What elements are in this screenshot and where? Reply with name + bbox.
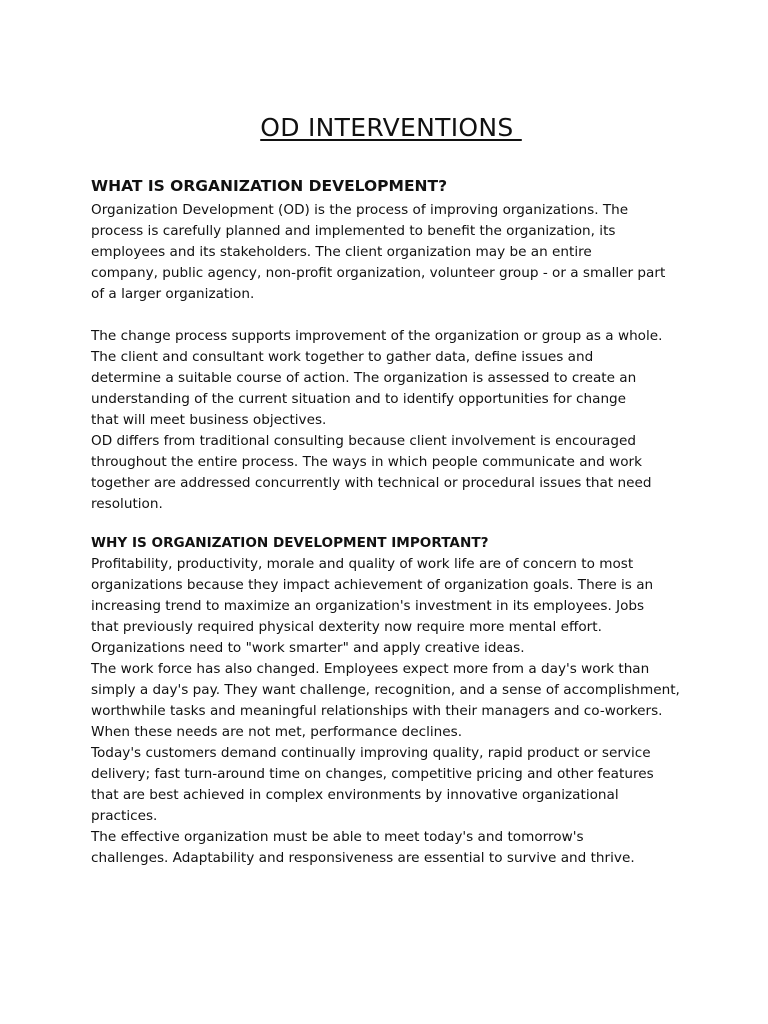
paragraph [91,554,691,659]
text-line: Profitability, productivity, morale and quality of work life are of concern to most [91,556,634,572]
text-line: understanding of the current situation and to identify opportunities for change [91,391,627,407]
text-line: challenges. Adaptability and responsiveness are essential to survive and thrive. [91,850,635,866]
paragraph [91,326,691,431]
text-line: that previously required physical dexterity now require more mental effort. [91,619,602,635]
paragraph [91,200,691,305]
text-line: process is carefully planned and implemented to benefit the organization, its [91,223,616,239]
text-line: Organization Development (OD) is the process of improving organizations. The [91,202,629,218]
text-line: increasing trend to maximize an organization's investment in its employees. Jobs [91,598,645,614]
paragraph-spacer [91,305,691,326]
text-line: worthwhile tasks and meaningful relationships with their managers and co-workers. [91,703,663,719]
paragraph [91,743,691,827]
section-what-is-od [91,176,691,515]
text-line: together are addressed concurrently with technical or procedural issues that need [91,475,652,491]
text-line: determine a suitable course of action. The organization is assessed to create an [91,370,637,386]
text-line: The work force has also changed. Employees expect more from a day's work than [91,661,650,677]
text-line: that will meet business objectives. [91,412,327,428]
text-line: simply a day's pay. They want challenge, recognition, and a sense of accomplishment, [91,682,680,698]
text-line: OD differs from traditional consulting because client involvement is encouraged [91,433,636,449]
section-why-od-important [91,533,691,869]
text-line: organizations because they impact achievement of organization goals. There is an [91,577,654,593]
text-line: The effective organization must be able to meet today's and tomorrow's [91,829,584,845]
text-line: practices. [91,808,158,824]
document-page [91,112,691,869]
paragraph [91,827,691,869]
text-line: delivery; fast turn-around time on changes, competitive pricing and other features [91,766,654,782]
text-line: The change process supports improvement of the organization or group as a whole. [91,328,663,344]
text-line: of a larger organization. [91,286,255,302]
text-line: The client and consultant work together to gather data, define issues and [91,349,594,365]
text-line: that are best achieved in complex environments by innovative organizational [91,787,619,803]
document-title: OD INTERVENTIONS [260,113,522,142]
section-heading: WHY IS ORGANIZATION DEVELOPMENT IMPORTANT? [91,535,489,551]
text-line: throughout the entire process. The ways in which people communicate and work [91,454,642,470]
paragraph [91,659,691,743]
text-line: Today's customers demand continually improving quality, rapid product or service [91,745,651,761]
text-line: employees and its stakeholders. The client organization may be an entire [91,244,592,260]
text-line: When these needs are not met, performance declines. [91,724,463,740]
text-line: resolution. [91,496,163,512]
text-line: Organizations need to "work smarter" and apply creative ideas. [91,640,525,656]
text-line: company, public agency, non-profit organization, volunteer group - or a smaller part [91,265,666,281]
section-heading: WHAT IS ORGANIZATION DEVELOPMENT? [91,177,448,195]
paragraph [91,431,691,515]
